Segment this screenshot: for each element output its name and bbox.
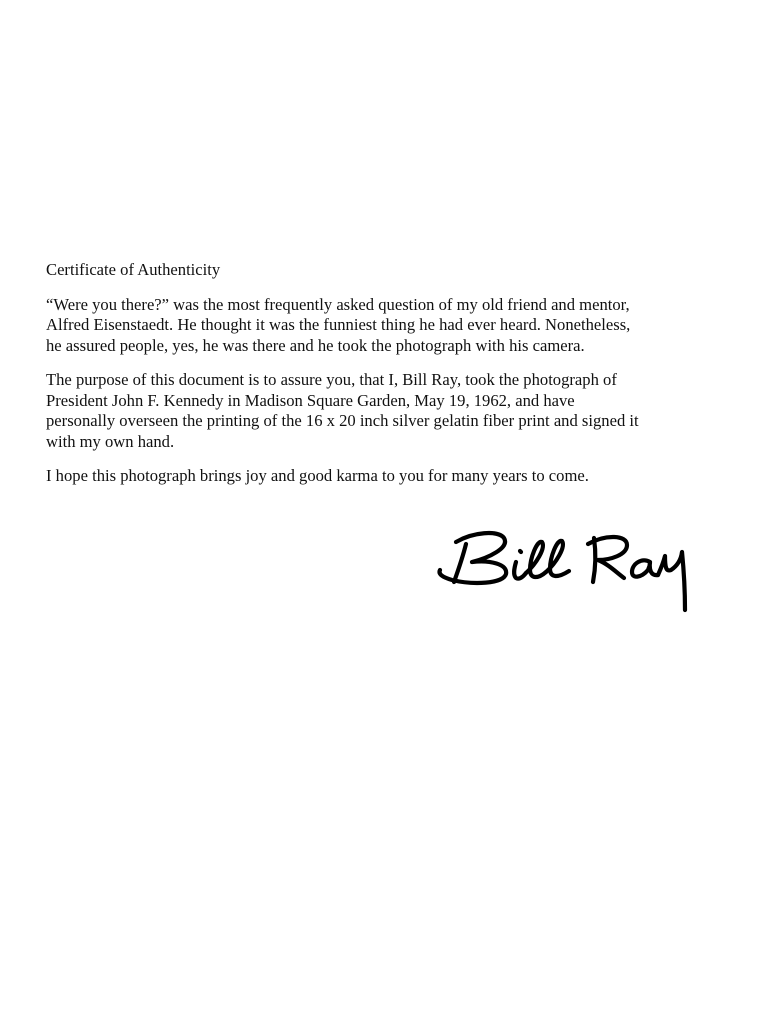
paragraph-line: personally overseen the printing of the 16 x 20 inch silver gelatin fiber print and signed it (46, 411, 639, 430)
signature-image (428, 522, 703, 617)
paragraph-line: Alfred Eisenstaedt. He thought it was the funniest thing he had ever heard. Nonetheless, (46, 315, 631, 334)
letter-body (46, 260, 736, 501)
paragraph-line: he assured people, yes, he was there and he took the photograph with his camera. (46, 335, 585, 355)
paragraph-line: with my own hand. (46, 431, 175, 451)
paragraph-line: President John F. Kennedy in Madison Square Garden, May 19, 1962, and have (46, 390, 575, 410)
paragraph-line: I hope this photograph brings joy and good karma to you for many years to come. (46, 466, 589, 485)
paragraph-line: The purpose of this document is to assure you, that I, Bill Ray, took the photograph of (46, 370, 617, 389)
handwritten-signature (428, 522, 703, 617)
document-heading: Certificate of Authenticity (46, 260, 221, 279)
paragraph-2 (46, 370, 736, 452)
paragraph-1 (46, 295, 736, 357)
paragraph-3 (46, 466, 736, 487)
paragraph-line: “Were you there?” was the most frequently asked question of my old friend and mentor, (46, 294, 630, 314)
